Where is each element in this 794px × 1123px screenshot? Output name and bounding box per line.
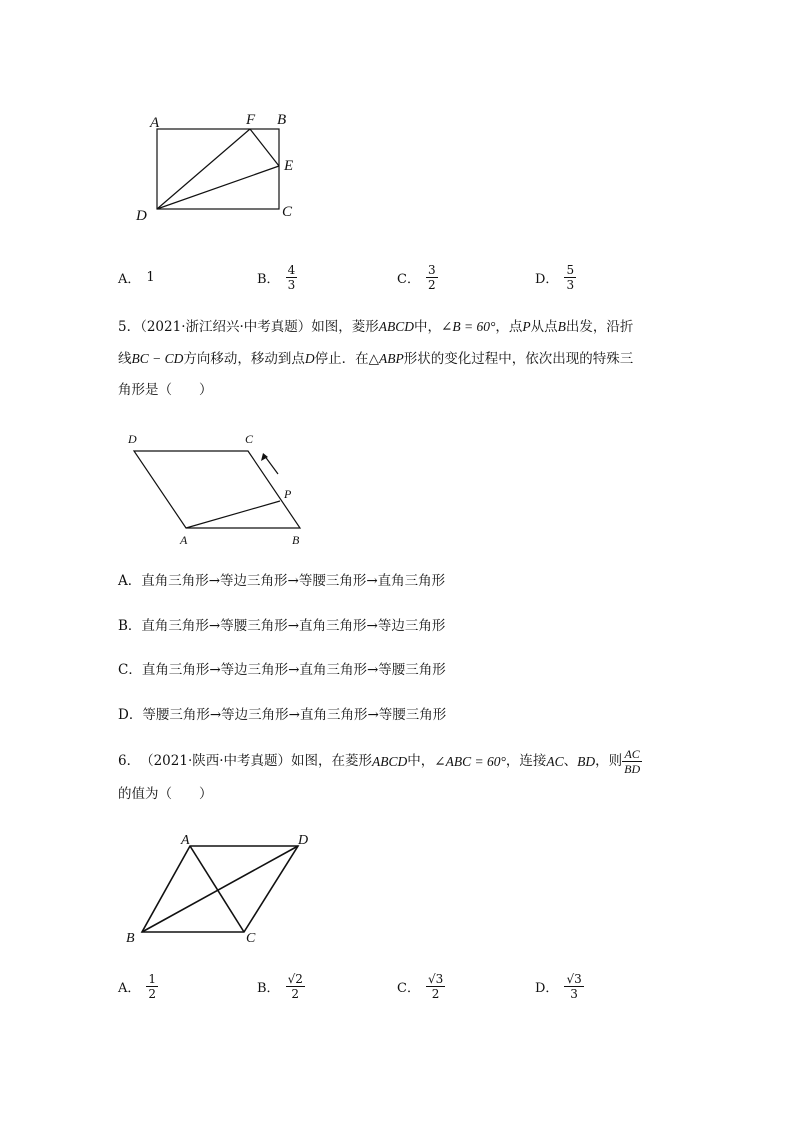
label-f: F (246, 112, 256, 128)
q4-option-d[interactable]: D． $\frac{5}{3}$ (535, 262, 575, 292)
q5-choice-c[interactable]: C．直角三角形→等边三角形→直角三角形→等腰三角形 (118, 662, 446, 678)
q6-stem (118, 745, 678, 811)
label-b: B (126, 931, 135, 946)
q5-line-2: 线BC − CD方向移动，移动到点D停止．在△ABP形状的变化过程中，依次出现的特殊三 (118, 351, 634, 367)
segment-fe (250, 129, 279, 166)
diagonal-ac (190, 846, 244, 932)
segment-de (157, 166, 279, 209)
label-p: P (284, 487, 292, 501)
label-a: A (181, 833, 190, 848)
label-d: D (136, 208, 147, 224)
q4-option-c[interactable]: C． $\frac{3}{2}$ (397, 262, 436, 292)
q5-line-3: 角形是（ ） (118, 382, 213, 398)
rectangle-abcd (157, 129, 279, 209)
q6-options (118, 966, 598, 1006)
label-b: B (277, 112, 287, 128)
figure-rhombus-diagonals (118, 828, 328, 950)
fraction-ac-bd: $\frac{AC}{BD}$ (624, 747, 641, 776)
q6-option-c[interactable]: C． $\frac{√3}{2}$ (397, 971, 444, 1001)
label-d: D (298, 833, 309, 848)
q4-option-b[interactable]: B． $\frac{4}{3}$ (257, 262, 296, 292)
rhombus-abcd (134, 451, 300, 528)
fraction: $\frac{1}{2}$ (148, 971, 157, 1001)
q6-option-a[interactable]: A． $\frac{1}{2}$ (118, 971, 157, 1001)
label-a: A (180, 533, 188, 547)
fraction: $\frac{√3}{2}$ (427, 971, 444, 1001)
fraction: $\frac{√3}{3}$ (566, 971, 582, 1001)
q6-line-1: 6． （2021·陕西·中考真题） 如图，在菱形 ABCD 中， ∠ABC = 60° ，连接 AC 、 BD ，则 $\frac{AC}{BD}$ (118, 747, 641, 776)
label-c: C (282, 204, 293, 220)
fraction: $\frac{3}{2}$ (427, 262, 436, 292)
fraction: $\frac{4}{3}$ (287, 262, 296, 292)
q5-choice-b[interactable]: B．直角三角形→等腰三角形→直角三角形→等边三角形 (118, 618, 446, 634)
label-c: C (246, 931, 256, 946)
label-b: B (292, 533, 300, 547)
figure-rectangle (120, 100, 340, 230)
label-a: A (150, 115, 160, 131)
q6-line-2: 的值为（ ） (118, 786, 213, 802)
q5-choice-a[interactable]: A．直角三角形→等边三角形→等腰三角形→直角三角形 (118, 573, 446, 589)
label-d: D (128, 432, 137, 446)
segment-ap (186, 501, 280, 528)
q5-stem (118, 312, 678, 405)
q6-option-d[interactable]: D． $\frac{√3}{3}$ (535, 971, 582, 1001)
fraction: $\frac{√2}{2}$ (287, 971, 303, 1001)
figure-rhombus-p (120, 428, 320, 553)
segment-df (157, 129, 250, 209)
q6-option-b[interactable]: B． $\frac{√2}{2}$ (257, 971, 303, 1001)
label-e: E (284, 158, 294, 174)
q4-options (118, 257, 598, 297)
fraction: $\frac{5}{3}$ (566, 262, 575, 292)
label-c: C (245, 432, 254, 446)
q5-line-1: 5．（2021·浙江绍兴·中考真题）如图，菱形ABCD中，∠B = 60°，点P从点B出发，沿折 (118, 319, 634, 335)
q4-option-a[interactable]: A． 1 (118, 269, 155, 287)
q5-choice-d[interactable]: D．等腰三角形→等边三角形→直角三角形→等腰三角形 (118, 707, 447, 723)
